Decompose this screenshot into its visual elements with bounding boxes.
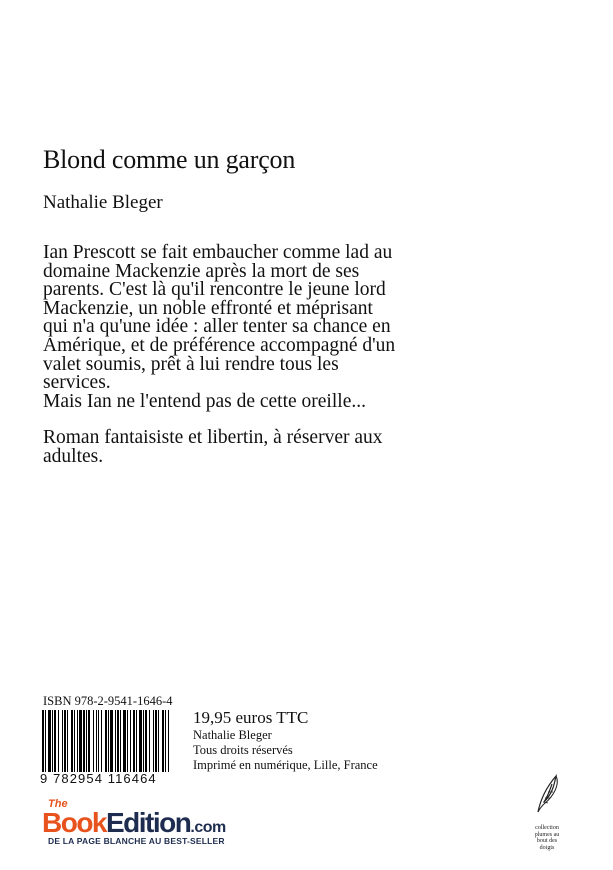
book-blurb <box>43 244 473 467</box>
blurb-line: domaine Mackenzie après la mort de ses <box>43 260 360 282</box>
publication-info <box>193 708 378 773</box>
barcode-bars <box>40 710 172 776</box>
logo-com: .com <box>190 819 226 836</box>
logo-edition: Edition <box>106 807 191 838</box>
collection-line: collection <box>535 825 559 831</box>
blurb-line: Mackenzie, un noble effronté et méprisant <box>43 297 373 319</box>
blurb-line: valet soumis, prêt à lui rendre tous les <box>43 353 339 375</box>
blurb-line: Roman fantaisiste et libertin, à réserver aux <box>43 427 383 449</box>
collection-line: plumes au <box>534 831 560 838</box>
collection-line: doigts <box>539 844 555 851</box>
blurb-line: parents. C'est là qu'il rencontre le jeune lord <box>43 279 386 301</box>
blurb-line: adultes. <box>43 445 104 467</box>
logo-book: Book <box>42 807 106 838</box>
blurb-line: Amérique, et de préférence accompagné d'un <box>43 334 396 356</box>
isbn-label: ISBN 978-2-9541-1646-4 <box>43 694 173 708</box>
isbn-barcode <box>40 710 172 786</box>
feather-quill-icon <box>530 772 564 816</box>
collection-text <box>527 825 567 851</box>
blurb-line: services. <box>43 372 111 394</box>
book-title: Blond comme un garçon <box>43 145 296 174</box>
collection-emblem <box>527 772 567 851</box>
price: 19,95 euros TTC <box>193 708 309 727</box>
barcode-digits: 9 782954 116464 <box>40 772 172 786</box>
info-author: Nathalie Bleger <box>193 728 272 742</box>
info-rights: Tous droits réservés <box>193 743 293 757</box>
publisher-logo <box>34 800 274 850</box>
blurb-line: Mais Ian ne l'entend pas de cette oreille... <box>43 390 366 412</box>
logo-the: The <box>48 798 68 810</box>
logo-wordmark <box>42 807 226 839</box>
book-author: Nathalie Bleger <box>43 192 163 213</box>
collection-line: bout des <box>536 838 558 844</box>
blurb-line: Ian Prescott se fait embaucher comme lad au <box>43 242 393 263</box>
logo-tagline: DE LA PAGE BLANCHE AU BEST-SELLER <box>48 836 225 846</box>
blurb-line: qui n'a qu'une idée : aller tenter sa chance en <box>43 316 391 338</box>
info-printing: Imprimé en numérique, Lille, France <box>193 758 378 772</box>
